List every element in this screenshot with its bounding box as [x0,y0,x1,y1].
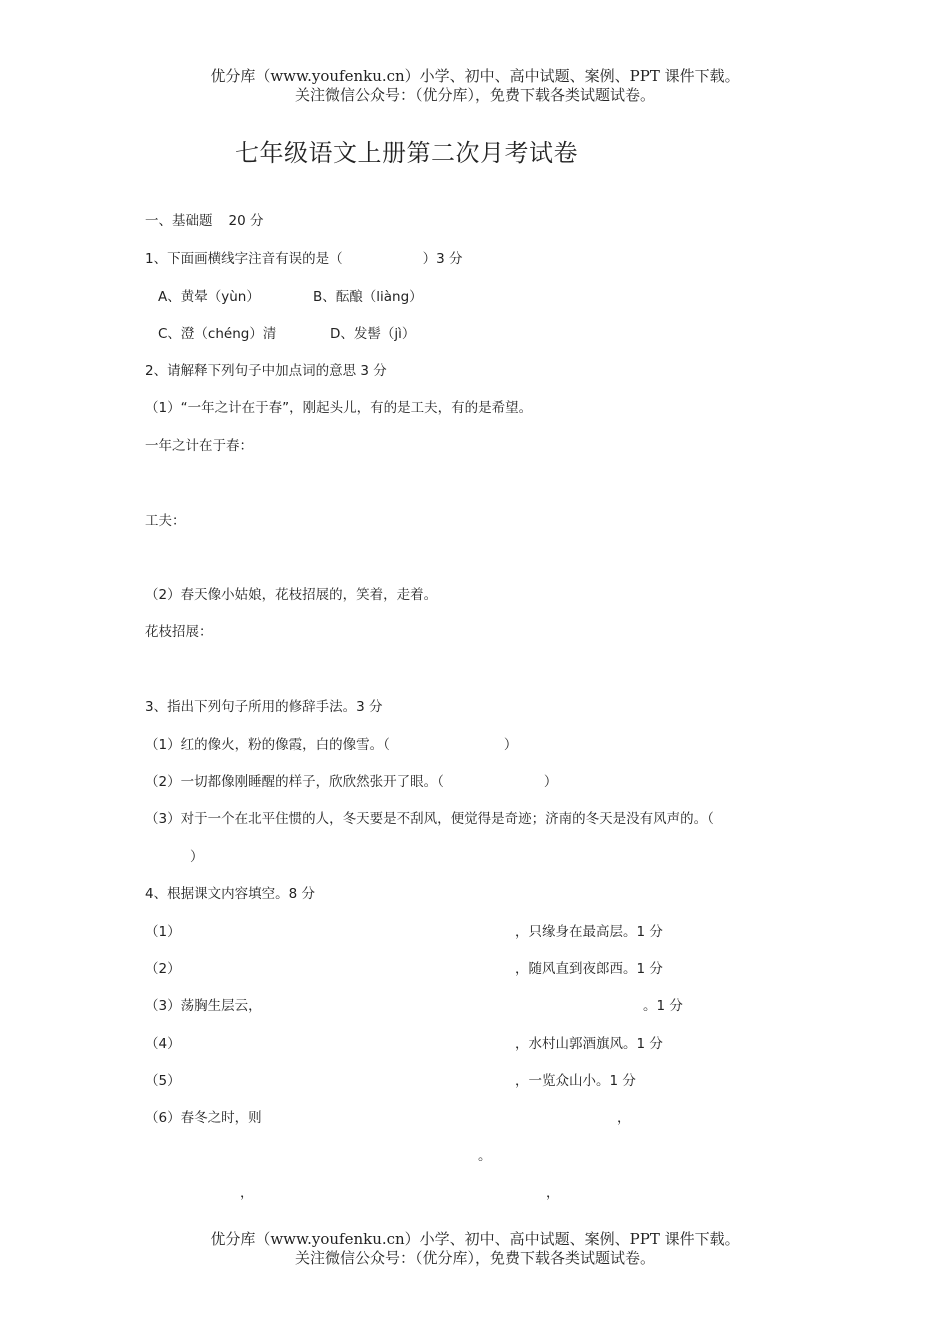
page-title: 七年级语文上册第二次月考试卷 [235,139,578,167]
q2-stem: 2、请解释下列句子中加点词的意思 3 分 [145,363,387,379]
q2-sentence-2: （2）春天像小姑娘，花枝招展的，笑着，走着。 [145,587,438,603]
q3-item-1-text: （1）红的像火，粉的像霞，白的像雪。（ [145,737,390,753]
q4-item-3-tail: 。1 分 [643,998,683,1014]
q4-item-3-head: （3）荡胸生层云， [145,998,262,1014]
q2-word-2: 工夫： [145,513,186,529]
q4-item-4-tail: ，水村山郭酒旗风。1 分 [515,1036,663,1052]
q4-item-5-num: （5） [145,1073,181,1089]
q1-stem [145,250,462,268]
q4-item-5-tail: ，一览众山小。1 分 [515,1073,636,1089]
footer-line-2: 关注微信公众号：（优分库），免费下载各类试题试卷。 [294,1249,655,1267]
q2-word-3: 花枝招展： [145,624,213,640]
q3-item-1-close: ） [503,737,518,753]
q3-item-2-close: ） [543,774,558,790]
q3-item-2-text: （2）一切都像刚睡醒的样子，欣欣然张开了眼。（ [145,774,444,790]
q1-option-c: C、澄（chéng）清 [158,326,277,342]
header-line-1: 优分库（www.youfenku.cn）小学、初中、高中试题、案例、PPT 课件下载。 [210,67,740,85]
q2-word-1: 一年之计在于春： [145,438,253,454]
q2-sentence-1: （1）“一年之计在于春”，刚起头儿，有的是工夫，有的是希望。 [145,400,533,416]
q4-item-1-num: （1） [145,924,181,940]
q3-stem: 3、指出下列句子所用的修辞手法。3 分 [145,699,383,715]
q1-option-b: B、酝酿（liàng） [313,289,423,305]
q4-stem: 4、根据课文内容填空。8 分 [145,886,315,902]
q1-stem-text: 1、下面画横线字注音有误的是（ [145,251,343,267]
q4-item-6-comma: ， [617,1110,631,1126]
q4-item-6-head: （6）春冬之时，则 [145,1110,262,1126]
q4-item-1-tail: ，只缘身在最高层。1 分 [515,924,663,940]
q4-item-2-tail: ，随风直到夜郎西。1 分 [515,961,663,977]
q4-item-2-num: （2） [145,961,181,977]
q1-option-a: A、黄晕（yùn） [158,289,260,305]
q1-score: ）3 分 [422,251,463,267]
q3-item-3-close: ） [190,849,204,865]
q3-item-2 [145,773,557,791]
section-score: 20 分 [228,213,264,229]
q4-item-6-period: 。 [478,1148,492,1164]
footer-line-1: 优分库（www.youfenku.cn）小学、初中、高中试题、案例、PPT 课件下载。 [210,1230,740,1248]
q1-option-d: D、发髻（jì） [330,326,416,342]
q3-item-3: （3）对于一个在北平住惯的人，冬天要是不刮风，便觉得是奇迹；济南的冬天是没有风声的。（ [145,811,714,827]
q4-item-6-comma-3: ， [546,1185,560,1201]
q4-item-6-comma-2: ， [240,1185,254,1201]
section-label: 一、基础题 [145,213,213,229]
q3-item-1 [145,736,517,754]
section-heading [145,212,263,230]
q4-item-4-num: （4） [145,1036,181,1052]
header-line-2: 关注微信公众号：（优分库），免费下载各类试题试卷。 [294,86,655,104]
